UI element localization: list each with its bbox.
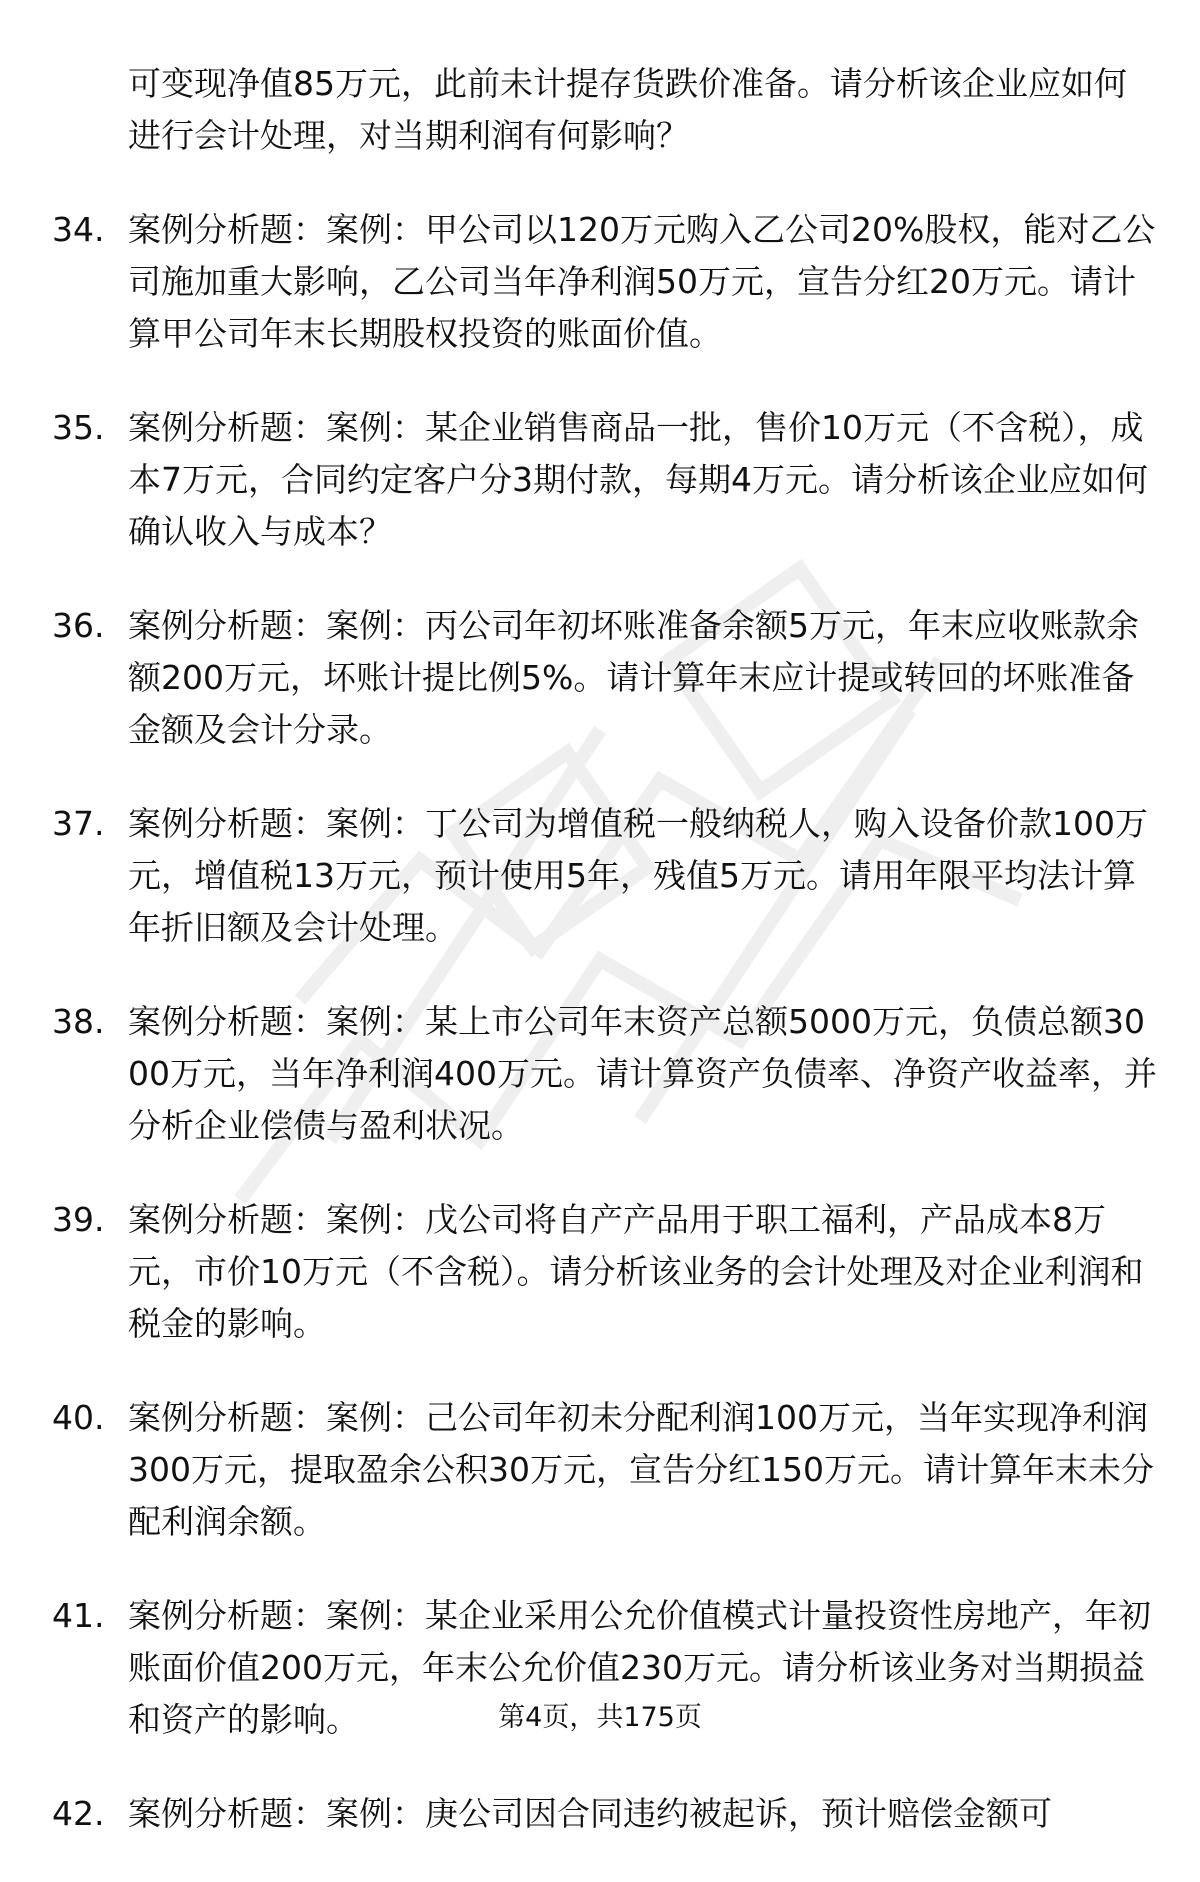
- question-number: 39.: [52, 1200, 105, 1239]
- question-text: 案例分析题：案例：某上市公司年末资产总额5000万元，负债总额3000万元，当年净利润400万元。请计算资产负债率、净资产收益率，并分析企业偿债与盈利状况。: [128, 1002, 1157, 1145]
- question-number: 37.: [52, 804, 105, 843]
- question-text: 案例分析题：案例：某企业销售商品一批，售价10万元（不含税），成本7万元，合同约定客户分3期付款，每期4万元。请分析该企业应如何确认收入与成本？: [128, 408, 1148, 551]
- question-item: [0, 600, 1200, 756]
- question-text: 案例分析题：案例：甲公司以120万元购入乙公司20%股权，能对乙公司施加重大影响，乙公司当年净利润50万元，宣告分红20万元。请计算甲公司年末长期股权投资的账面价值。: [128, 210, 1156, 353]
- question-text: 案例分析题：案例：某企业采用公允价值模式计量投资性房地产，年初账面价值200万元，年末公允价值230万元。请分析该业务对当期损益和资产的影响。: [128, 1596, 1151, 1739]
- question-continuation: [0, 58, 1200, 162]
- question-number: 36.: [52, 606, 105, 645]
- question-text: 案例分析题：案例：丁公司为增值税一般纳税人，购入设备价款100万元，增值税13万元，预计使用5年，残值5万元。请用年限平均法计算年折旧额及会计处理。: [128, 804, 1148, 947]
- page-footer: 第4页，共175页: [498, 1702, 702, 1733]
- question-list: [0, 58, 1200, 1882]
- question-text: 案例分析题：案例：庚公司因合同违约被起诉，预计赔偿金额可: [128, 1794, 1052, 1833]
- question-item: [0, 996, 1200, 1152]
- question-text: 案例分析题：案例：丙公司年初坏账准备余额5万元，年末应收账款余额200万元，坏账计提比例5%。请计算年末应计提或转回的坏账准备金额及会计分录。: [128, 606, 1139, 749]
- question-item: [0, 798, 1200, 954]
- question-number: 34.: [52, 210, 105, 249]
- question-text: 案例分析题：案例：戊公司将自产产品用于职工福利，产品成本8万元，市价10万元（不含税）。请分析该业务的会计处理及对企业利润和税金的影响。: [128, 1200, 1144, 1343]
- question-item: [0, 1788, 1200, 1840]
- question-number: 42.: [52, 1794, 105, 1833]
- question-number: 40.: [52, 1398, 105, 1437]
- question-item: [0, 402, 1200, 558]
- question-item: [0, 1392, 1200, 1548]
- question-item: [0, 1194, 1200, 1350]
- question-number: 38.: [52, 1002, 105, 1041]
- question-item: [0, 204, 1200, 360]
- question-text: 可变现净值85万元，此前未计提存货跌价准备。请分析该企业应如何进行会计处理，对当期利润有何影响？: [128, 64, 1127, 155]
- question-number: 35.: [52, 408, 105, 447]
- question-text: 案例分析题：案例：己公司年初未分配利润100万元，当年实现净利润300万元，提取盈余公积30万元，宣告分红150万元。请计算年末未分配利润余额。: [128, 1398, 1154, 1541]
- question-number: 41.: [52, 1596, 105, 1635]
